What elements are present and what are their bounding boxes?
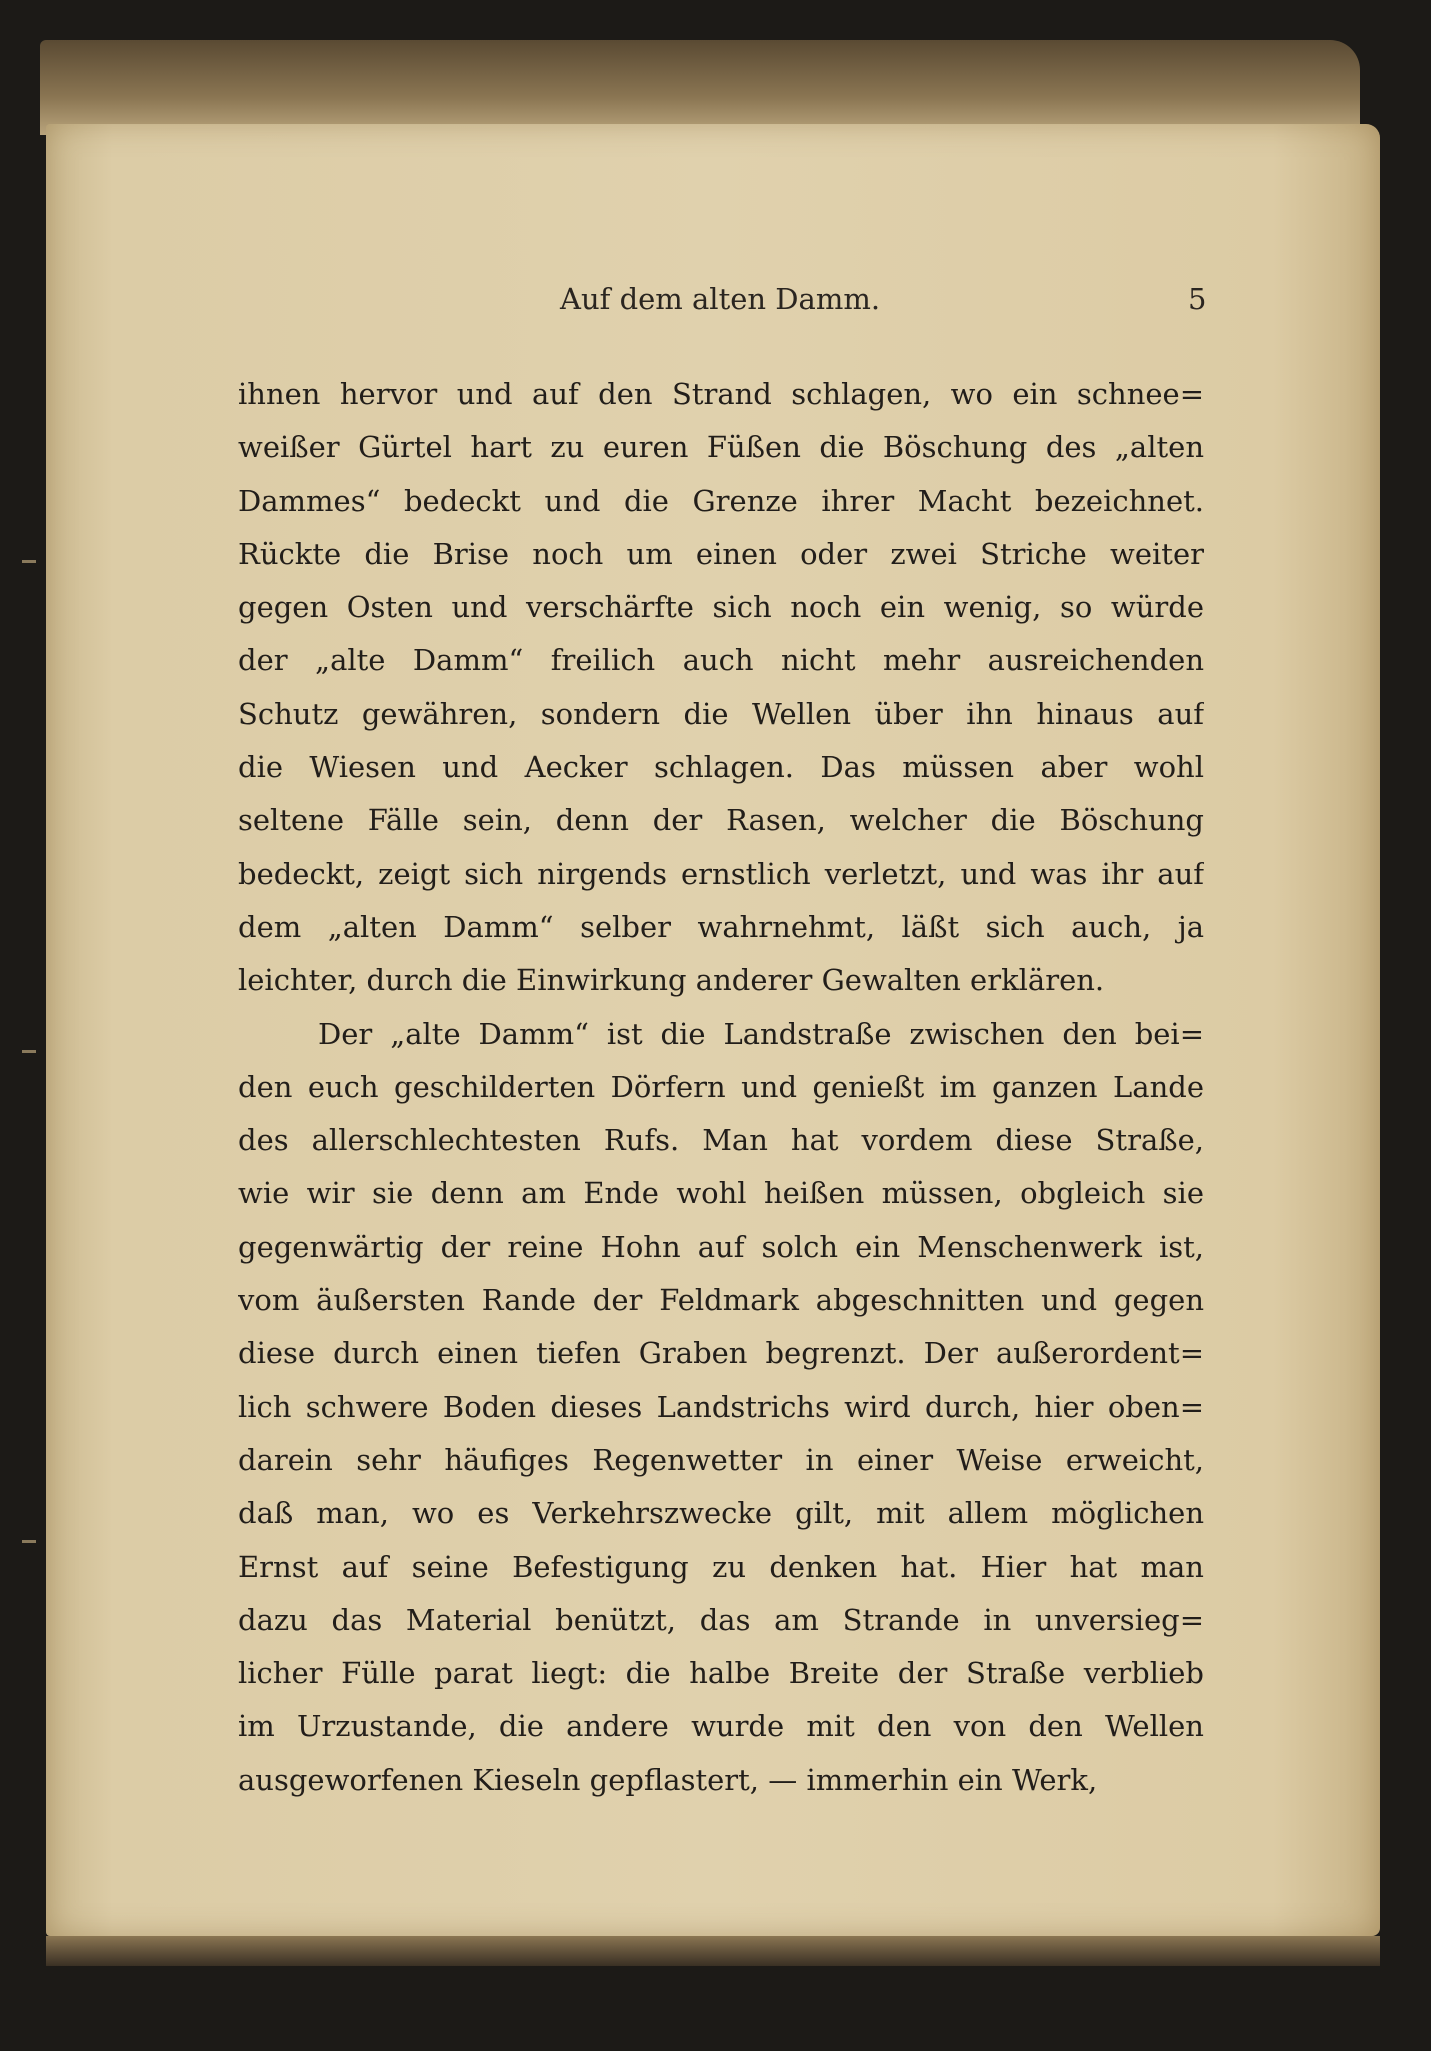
text-line: weißer Gürtel hart zu euren Füßen die Böschung des „alten xyxy=(238,430,1204,465)
text-line: Der „alte Damm“ ist die Landstraße zwischen den bei= xyxy=(318,1016,1204,1051)
margin-mark xyxy=(22,1050,36,1053)
text-line: des allerschlechtesten Rufs. Man hat vordem diese Straße, xyxy=(238,1123,1204,1158)
text-line: diese durch einen tiefen Graben begrenzt. Der außerordent= xyxy=(238,1336,1204,1371)
text-line: den euch geschilderten Dörfern und genießt im ganzen Lande xyxy=(238,1069,1204,1104)
margin-mark xyxy=(22,560,36,563)
text-line: gegen Osten und verschärfte sich noch ein wenig, so würde xyxy=(238,590,1204,625)
text-line: daß man, wo es Verkehrszwecke gilt, mit allem möglichen xyxy=(238,1496,1204,1531)
text-line: Rückte die Brise noch um einen oder zwei Striche weiter xyxy=(238,536,1204,571)
margin-mark xyxy=(22,1540,36,1543)
text-line: dazu das Material benützt, das am Strande in unversieg= xyxy=(238,1602,1204,1637)
text-line: Dammes“ bedeckt und die Grenze ihrer Macht bezeichnet. xyxy=(238,483,1204,518)
text-line: Ernst auf seine Befestigung zu denken hat. Hier hat man xyxy=(238,1549,1204,1584)
body-text xyxy=(238,368,1204,1807)
text-line: seltene Fälle sein, denn der Rasen, welcher die Böschung xyxy=(238,803,1204,838)
book-top-edge xyxy=(40,40,1360,135)
text-line: dem „alten Damm“ selber wahrnehmt, läßt sich auch, ja xyxy=(238,909,1204,944)
text-line: wie wir sie denn am Ende wohl heißen müssen, obgleich sie xyxy=(238,1176,1204,1211)
text-line: der „alte Damm“ freilich auch nicht mehr ausreichenden xyxy=(238,643,1204,678)
text-line: vom äußersten Rande der Feldmark abgeschnitten und gegen xyxy=(238,1283,1204,1318)
book-bottom-edge xyxy=(46,1936,1380,1966)
text-line: ausgeworfenen Kieseln gepflastert, — immerhin ein Werk, xyxy=(238,1762,1098,1797)
text-line: licher Fülle parat liegt: die halbe Breite der Straße verblieb xyxy=(238,1656,1204,1691)
text-line: leichter, durch die Einwirkung anderer Gewalten erklären. xyxy=(238,963,1105,998)
text-line: die Wiesen und Aecker schlagen. Das müssen aber wohl xyxy=(238,750,1204,785)
text-line: im Urzustande, die andere wurde mit den von den Wellen xyxy=(238,1709,1204,1744)
page-header xyxy=(0,282,1431,322)
text-line: ihnen hervor und auf den Strand schlagen, wo ein schnee= xyxy=(238,377,1204,411)
running-title: Auf dem alten Damm. xyxy=(560,282,881,316)
text-line: Schutz gewähren, sondern die Wellen über ihn hinaus auf xyxy=(238,696,1204,731)
text-line: bedeckt, zeigt sich nirgends ernstlich verletzt, und was ihr auf xyxy=(238,856,1204,891)
page-number: 5 xyxy=(1188,282,1207,316)
text-line: gegenwärtig der reine Hohn auf solch ein Menschenwerk ist, xyxy=(238,1229,1204,1264)
text-line: lich schwere Boden dieses Landstrichs wird durch, hier oben= xyxy=(238,1389,1204,1424)
text-line: darein sehr häufiges Regenwetter in einer Weise erweicht, xyxy=(238,1442,1204,1477)
